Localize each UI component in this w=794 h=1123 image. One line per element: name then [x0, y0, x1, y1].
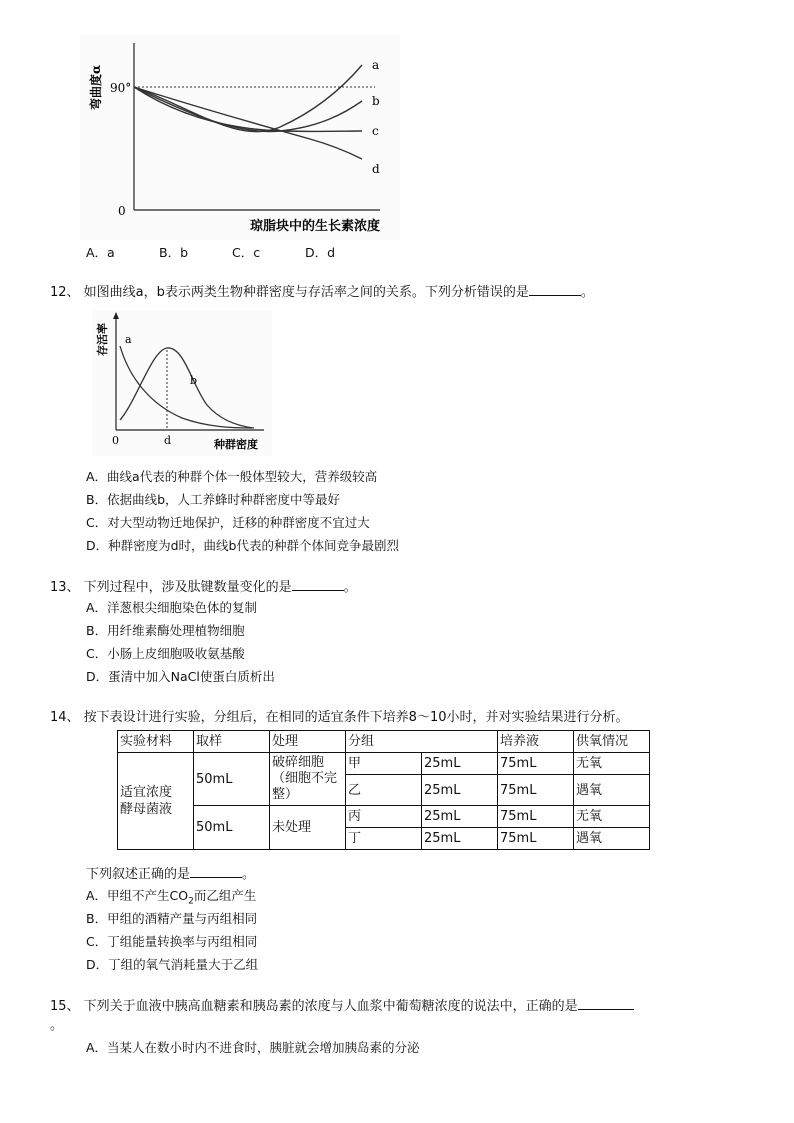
q11-label-d: d	[372, 162, 380, 176]
table-row	[118, 753, 650, 775]
q14-stem: 14、 按下表设计进行实验，分组后，在相同的适宜条件下培养8～10小时，并对实验结果进行分析。	[50, 710, 629, 725]
q14-treat1-line3: 整）	[272, 787, 299, 802]
q14-header-material: 实验材料	[118, 731, 194, 753]
q14-vol-cell: 25mL	[422, 753, 498, 775]
q12-figure	[92, 310, 272, 456]
q13-option-b[interactable]: B．用纤维素酶处理植物细胞	[86, 623, 245, 638]
q14-vol-cell: 25mL	[422, 828, 498, 850]
q14-option-a-pre: A．甲组不产生CO	[86, 888, 189, 903]
q12-stem-end: 。	[580, 285, 594, 300]
q12-xlabel: 种群密度	[214, 438, 258, 451]
q12-d-label: d	[164, 434, 172, 447]
q14-material-line2: 酵母菌液	[120, 802, 173, 817]
q12-option-d[interactable]: D．种群密度为d时，曲线b代表的种群个体间竞争最剧烈	[86, 538, 399, 553]
q11-origin: 0	[118, 204, 126, 218]
q14-treat1-line2: （细胞不完	[272, 771, 338, 786]
q11-label-c: c	[372, 124, 379, 138]
q11-option-c[interactable]: C．c	[232, 245, 261, 260]
q11-xlabel: 琼脂块中的生长素浓度	[250, 219, 381, 234]
q13-option-c[interactable]: C．小肠上皮细胞吸收氨基酸	[86, 646, 245, 661]
q11-y90: 90°	[110, 81, 132, 95]
q12-stem-text: 12、 如图曲线a，b表示两类生物种群密度与存活率之间的关系。下列分析错误的是	[50, 285, 529, 300]
q13-option-d[interactable]: D．蛋清中加入NaCl使蛋白质析出	[86, 669, 275, 684]
q14-answer-blank[interactable]	[190, 865, 242, 878]
q14-medium-cell: 75mL	[498, 806, 574, 828]
q14-oxygen-cell: 遇氧	[574, 775, 650, 806]
q14-medium-cell: 75mL	[498, 828, 574, 850]
q14-group-cell: 丙	[346, 806, 422, 828]
q14-vol-cell: 25mL	[422, 806, 498, 828]
q12-option-b[interactable]: B．依据曲线b，人工养蜂时种群密度中等最好	[86, 492, 341, 507]
q14-sample-2: 50mL	[194, 806, 270, 850]
q14-material-line1: 适宜浓度	[120, 785, 173, 800]
q14-material-cell	[118, 753, 194, 850]
q14-treat1-line1: 破碎细胞	[272, 755, 325, 770]
q14-group-cell: 乙	[346, 775, 422, 806]
q12-ylabel: 存活率	[96, 323, 109, 356]
q14-oxygen-cell: 无氧	[574, 806, 650, 828]
q11-option-a[interactable]: A．a	[86, 245, 115, 260]
q14-header-medium: 培养液	[498, 731, 574, 753]
q15-stem-end: 。	[50, 1018, 64, 1033]
q14-option-a-sub: 2	[188, 896, 194, 907]
q12-label-a: a	[125, 333, 132, 346]
q12-answer-blank[interactable]	[529, 283, 581, 296]
q11-label-a: a	[372, 58, 380, 72]
q14-sample-1: 50mL	[194, 753, 270, 806]
q13-stem	[50, 578, 357, 597]
q11-ylabel: 弯曲度α	[89, 64, 103, 110]
q14-sub-stem-text: 下列叙述正确的是	[86, 867, 191, 882]
q14-table	[117, 730, 650, 850]
q14-treatment-1	[270, 753, 346, 806]
q12-option-a[interactable]: A．曲线a代表的种群个体一般体型较大，营养级较高	[86, 469, 378, 484]
q14-option-c[interactable]: C．丁组能量转换率与丙组相同	[86, 934, 258, 949]
q15-stem-text: 15、 下列关于血液中胰高血糖素和胰岛素的浓度与人血浆中葡萄糖浓度的说法中，正确的是	[50, 999, 578, 1014]
table-row	[118, 806, 650, 828]
q13-stem-end: 。	[343, 580, 357, 595]
q14-group-cell: 甲	[346, 753, 422, 775]
q14-header-sample: 取样	[194, 731, 270, 753]
q15-stem	[50, 997, 634, 1016]
q14-sub-stem-end: 。	[242, 867, 256, 882]
q11-option-d[interactable]: D．d	[305, 245, 336, 260]
q14-header-group: 分组	[346, 731, 498, 753]
q14-sub-stem	[86, 865, 255, 884]
q14-group-cell: 丁	[346, 828, 422, 850]
q11-figure	[80, 35, 400, 240]
q13-answer-blank[interactable]	[292, 578, 344, 591]
q14-treatment-2: 未处理	[270, 806, 346, 850]
q12-option-c[interactable]: C．对大型动物迁地保护，迁移的种群密度不宜过大	[86, 515, 370, 530]
q14-medium-cell: 75mL	[498, 775, 574, 806]
q14-oxygen-cell: 无氧	[574, 753, 650, 775]
q15-option-a[interactable]: A．当某人在数小时内不进食时，胰脏就会增加胰岛素的分泌	[86, 1040, 420, 1055]
q14-option-d[interactable]: D．丁组的氧气消耗量大于乙组	[86, 957, 259, 972]
q12-origin: 0	[112, 434, 119, 447]
q12-label-b: b	[190, 374, 198, 387]
q12-stem	[50, 283, 594, 302]
q14-header-treatment: 处理	[270, 731, 346, 753]
q14-option-a-post: 而乙组产生	[193, 888, 257, 903]
q14-oxygen-cell: 遇氧	[574, 828, 650, 850]
q14-vol-cell: 25mL	[422, 775, 498, 806]
q13-stem-text: 13、 下列过程中，涉及肽键数量变化的是	[50, 580, 292, 595]
q14-medium-cell: 75mL	[498, 753, 574, 775]
q14-table-header-row	[118, 731, 650, 753]
q14-option-a[interactable]	[86, 887, 256, 911]
q11-label-b: b	[372, 94, 380, 108]
q14-option-b[interactable]: B．甲组的酒精产量与丙组相同	[86, 911, 258, 926]
q15-answer-blank[interactable]	[578, 997, 634, 1010]
q11-option-b[interactable]: B．b	[159, 245, 189, 260]
q14-header-oxygen: 供氧情况	[574, 731, 650, 753]
q13-option-a[interactable]: A．洋葱根尖细胞染色体的复制	[86, 600, 258, 615]
